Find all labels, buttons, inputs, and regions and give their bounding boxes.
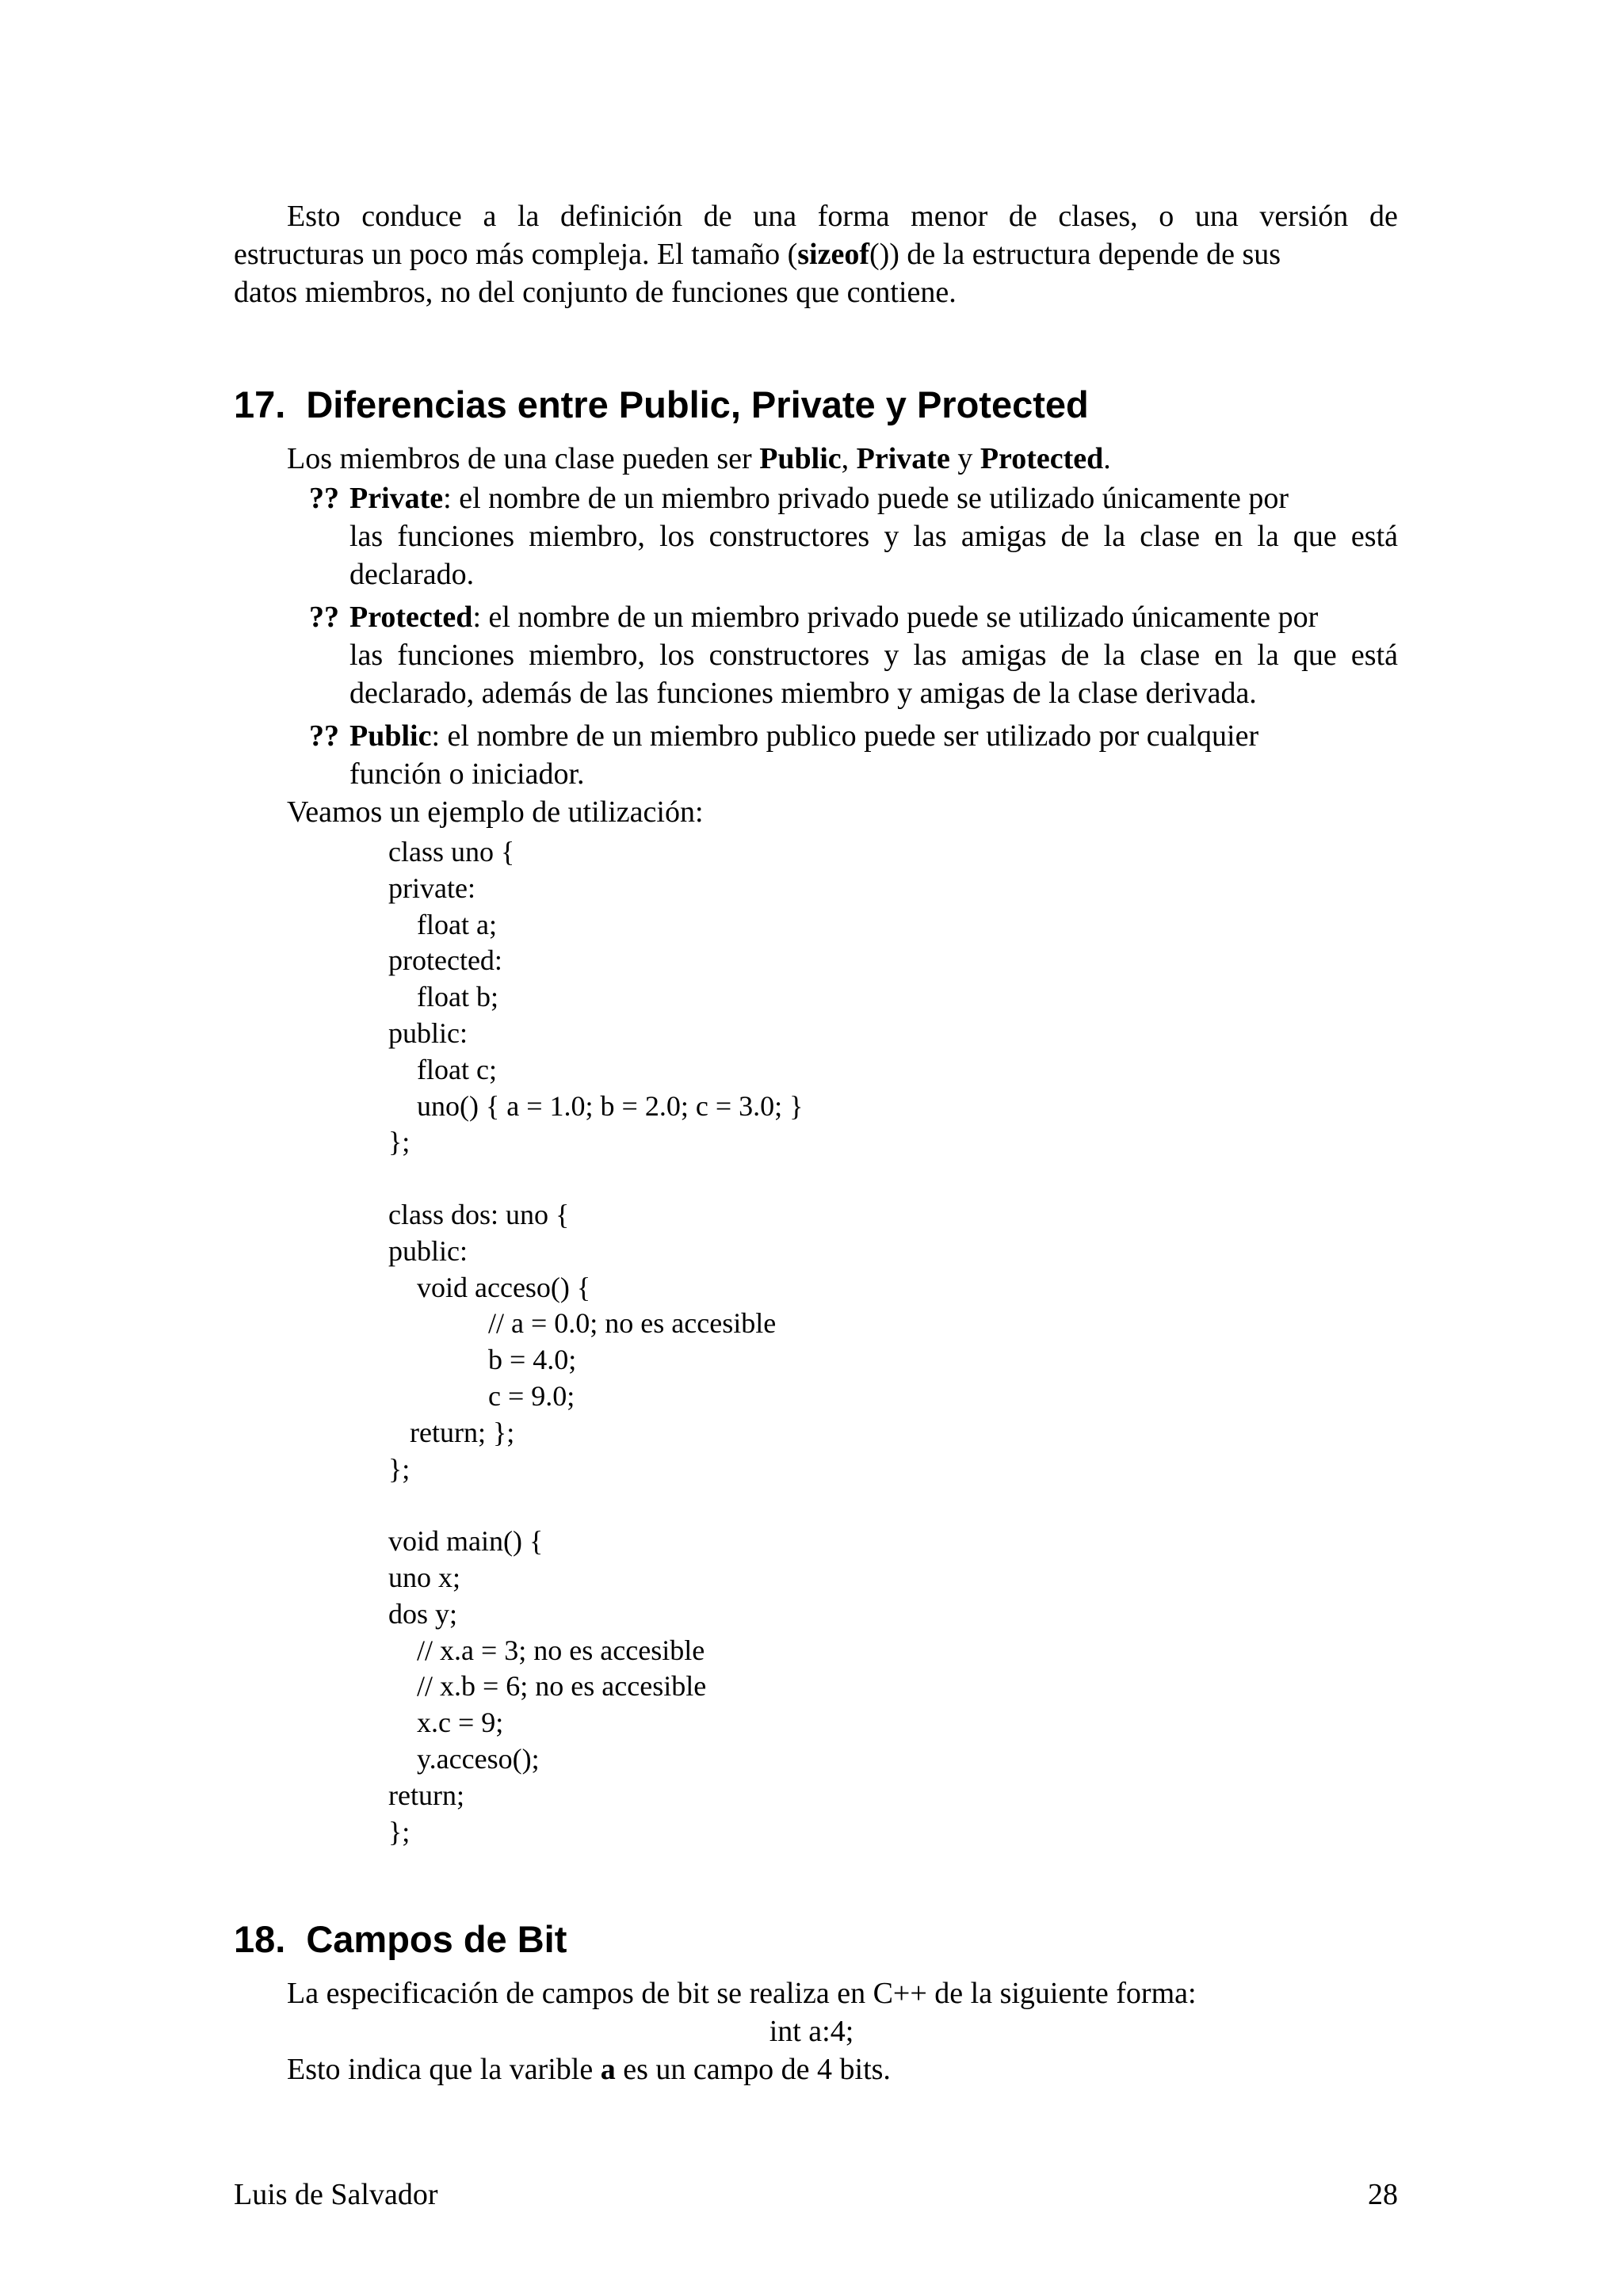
- private-term: Private: [349, 482, 444, 515]
- public-term: Public: [349, 719, 432, 753]
- code-line: x.c = 9;: [388, 1707, 504, 1739]
- code-line: };: [388, 1815, 411, 1848]
- intro-word: conduce: [361, 200, 462, 233]
- code-line: // x.a = 3; no es accesible: [388, 1634, 705, 1666]
- intro-word: definición: [560, 200, 683, 233]
- code-line: public:: [388, 1016, 468, 1049]
- public-item-line-1: Public: el nombre de un miembro publico puede ser utilizado por cualquier: [349, 719, 1259, 753]
- section-18-number: 18.: [234, 1918, 286, 1960]
- example-intro: Veamos un ejemplo de utilización:: [287, 795, 704, 829]
- section-17-number: 17.: [234, 383, 286, 425]
- intro-word: o: [1159, 200, 1174, 233]
- code-line: y.acceso();: [388, 1742, 540, 1775]
- intro-word: de: [1008, 200, 1037, 233]
- bullet-marker: ??: [309, 482, 339, 515]
- code-line: // x.b = 6; no es accesible: [388, 1670, 707, 1703]
- intro-line-2-text: estructuras un poco más compleja. El tamaño (sizeof()) de la estructura depende de sus: [234, 238, 1281, 271]
- bitfield-code: int a:4;: [769, 2015, 854, 2048]
- bullet-marker: ??: [309, 601, 339, 634]
- code-line: return;: [388, 1779, 464, 1811]
- section-17-heading: [234, 383, 1089, 427]
- code-block: [388, 834, 803, 1850]
- code-line: c = 9.0;: [388, 1379, 575, 1412]
- intro-word: a: [483, 200, 497, 233]
- protected-term: Protected: [349, 601, 473, 634]
- intro-line-3: datos miembros, no del conjunto de funciones que contiene.: [234, 276, 957, 309]
- section-17-title: Diferencias entre Public, Private y Protected: [306, 383, 1089, 425]
- protected-item-line-1: Protected: el nombre de un miembro privado puede se utilizado únicamente por: [349, 601, 1319, 634]
- section-18-heading: [234, 1917, 567, 1962]
- protected-item-line-3: declarado, además de las funciones miembro y amigas de la clase derivada.: [349, 677, 1257, 710]
- intro-word: de: [1369, 200, 1398, 233]
- code-line: void acceso() {: [388, 1271, 591, 1303]
- intro-word: forma: [817, 200, 890, 233]
- intro-word: de: [703, 200, 732, 233]
- section-17-lead: Los miembros de una clase pueden ser Public, Private y Protected.: [287, 442, 1111, 475]
- code-line: uno() { a = 1.0; b = 2.0; c = 3.0; }: [388, 1089, 804, 1122]
- code-line: protected:: [388, 944, 502, 977]
- intro-word: la: [517, 200, 540, 233]
- intro-word: versión: [1259, 200, 1349, 233]
- footer-author: Luis de Salvador: [234, 2178, 438, 2211]
- page-number: 28: [1368, 2178, 1398, 2211]
- code-line: dos y;: [388, 1597, 458, 1630]
- code-line: void main() {: [388, 1525, 544, 1558]
- bullet-marker: ??: [309, 719, 339, 753]
- intro-word: Esto: [287, 200, 341, 233]
- intro-word: una: [753, 200, 797, 233]
- code-line: // a = 0.0; no es accesible: [388, 1307, 777, 1340]
- intro-line-1: [287, 197, 1398, 235]
- code-line: float c;: [388, 1053, 497, 1085]
- private-item-line-2: las funciones miembro, los constructores y las amigas de la clase en la que está: [349, 520, 1398, 553]
- sizeof-keyword: sizeof: [797, 238, 869, 271]
- private-item-line-1: Private: el nombre de un miembro privado puede se utilizado únicamente por: [349, 482, 1289, 515]
- protected-item-line-2: las funciones miembro, los constructores y las amigas de la clase en la que está: [349, 639, 1398, 672]
- public-item-line-2: función o iniciador.: [349, 757, 585, 791]
- section-18-title: Campos de Bit: [306, 1918, 567, 1960]
- intro-word: clases,: [1058, 200, 1138, 233]
- code-line: float b;: [388, 981, 498, 1013]
- intro-word: menor: [911, 200, 988, 233]
- code-line: class dos: uno {: [388, 1198, 570, 1230]
- section-18-line-3: Esto indica que la varible a es un campo de 4 bits.: [287, 2053, 891, 2086]
- code-line: uno x;: [388, 1561, 461, 1593]
- code-line: [388, 1161, 803, 1197]
- code-line: };: [388, 1452, 411, 1485]
- code-line: private:: [388, 871, 475, 904]
- code-line: b = 4.0;: [388, 1344, 577, 1376]
- code-line: return; };: [388, 1416, 515, 1448]
- code-line: [388, 1487, 803, 1524]
- code-line: };: [388, 1126, 411, 1158]
- section-18-line-1: La especificación de campos de bit se realiza en C++ de la siguiente forma:: [287, 1977, 1197, 2010]
- code-line: public:: [388, 1234, 468, 1267]
- intro-word: una: [1194, 200, 1239, 233]
- variable-a: a: [600, 2053, 616, 2086]
- code-line: class uno {: [388, 836, 515, 868]
- private-item-line-3: declarado.: [349, 558, 475, 591]
- code-line: float a;: [388, 908, 497, 940]
- intro-line-2: [234, 235, 1398, 273]
